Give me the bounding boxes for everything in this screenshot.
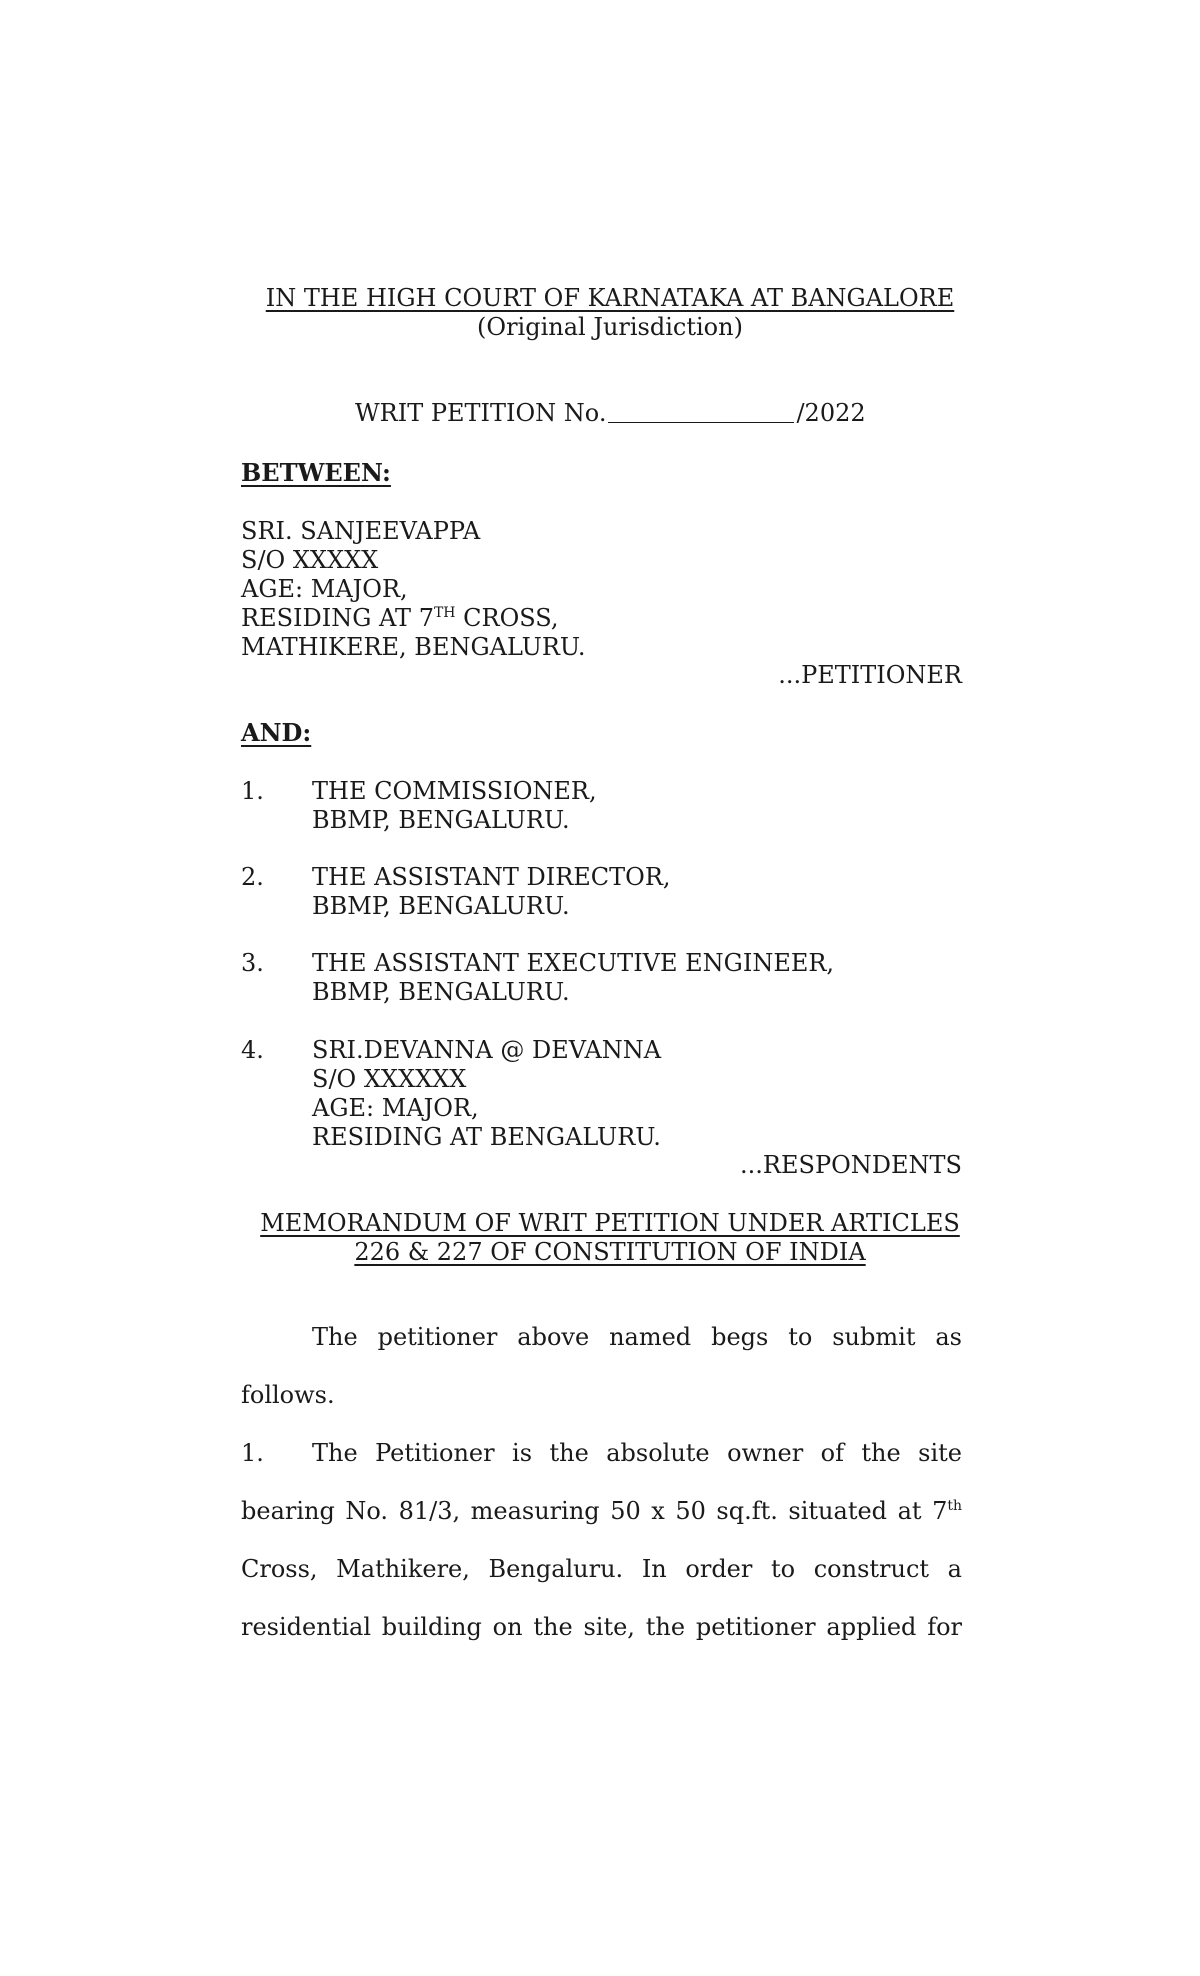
address-superscript: TH bbox=[433, 605, 456, 621]
memorandum-title-line2: 226 & 227 OF CONSTITUTION OF INDIA bbox=[354, 1238, 866, 1266]
petition-number-blank bbox=[608, 400, 794, 423]
petitioner-name: SRI. SANJEEVAPPA bbox=[241, 517, 481, 545]
respondent-line: BBMP, BENGALURU. bbox=[312, 978, 570, 1006]
respondent-line: BBMP, BENGALURU. bbox=[312, 892, 570, 920]
respondent-line: RESIDING AT BENGALURU. bbox=[312, 1123, 661, 1151]
respondent-line: THE ASSISTANT DIRECTOR, bbox=[312, 863, 671, 891]
and-label: AND: bbox=[241, 718, 312, 747]
respondent-number: 2. bbox=[241, 863, 264, 891]
respondent-number: 1. bbox=[241, 777, 264, 805]
petitioner-parent: S/O XXXXX bbox=[241, 546, 379, 574]
para1-line-3: Cross, Mathikere, Bengaluru. In order to construct a bbox=[241, 1555, 962, 1583]
respondent-line: THE ASSISTANT EXECUTIVE ENGINEER, bbox=[312, 949, 835, 977]
respondent-line: THE COMMISSIONER, bbox=[312, 777, 597, 805]
memorandum-title-line1: MEMORANDUM OF WRIT PETITION UNDER ARTICLES bbox=[260, 1209, 960, 1237]
petition-year: /2022 bbox=[796, 399, 866, 427]
petitioner-address bbox=[241, 603, 559, 633]
jurisdiction: (Original Jurisdiction) bbox=[477, 313, 743, 341]
respondent-number: 4. bbox=[241, 1036, 264, 1064]
respondent-line: S/O XXXXXX bbox=[312, 1065, 467, 1093]
between-label: BETWEEN: bbox=[241, 458, 391, 487]
respondent-line: AGE: MAJOR, bbox=[312, 1094, 479, 1122]
para1-number: 1. bbox=[241, 1439, 264, 1467]
respondents-role: ...RESPONDENTS bbox=[740, 1151, 962, 1179]
para1-line-2 bbox=[241, 1496, 962, 1526]
petitioner-age: AGE: MAJOR, bbox=[241, 575, 408, 603]
petition-number-line bbox=[355, 398, 866, 428]
court-title: IN THE HIGH COURT OF KARNATAKA AT BANGALORE bbox=[265, 284, 955, 312]
petitioner-role: ...PETITIONER bbox=[778, 661, 962, 689]
petitioner-locality: MATHIKERE, BENGALURU. bbox=[241, 633, 586, 661]
intro-line-1: The petitioner above named begs to submit as bbox=[312, 1323, 962, 1351]
respondent-number: 3. bbox=[241, 949, 264, 977]
para1-line-2-superscript: th bbox=[947, 1498, 962, 1514]
para1-line-4: residential building on the site, the petitioner applied for bbox=[241, 1613, 962, 1641]
intro-line-2: follows. bbox=[241, 1381, 335, 1409]
respondent-line: BBMP, BENGALURU. bbox=[312, 806, 570, 834]
respondent-line: SRI.DEVANNA @ DEVANNA bbox=[312, 1036, 662, 1064]
address-part-cross: CROSS, bbox=[455, 604, 559, 632]
para1-line-1: The Petitioner is the absolute owner of the site bbox=[312, 1439, 962, 1467]
petition-prefix: WRIT PETITION No. bbox=[355, 399, 607, 427]
address-part: RESIDING AT 7 bbox=[241, 604, 434, 632]
para1-line-2-text: bearing No. 81/3, measuring 50 x 50 sq.ft. situated at 7 bbox=[241, 1497, 948, 1525]
